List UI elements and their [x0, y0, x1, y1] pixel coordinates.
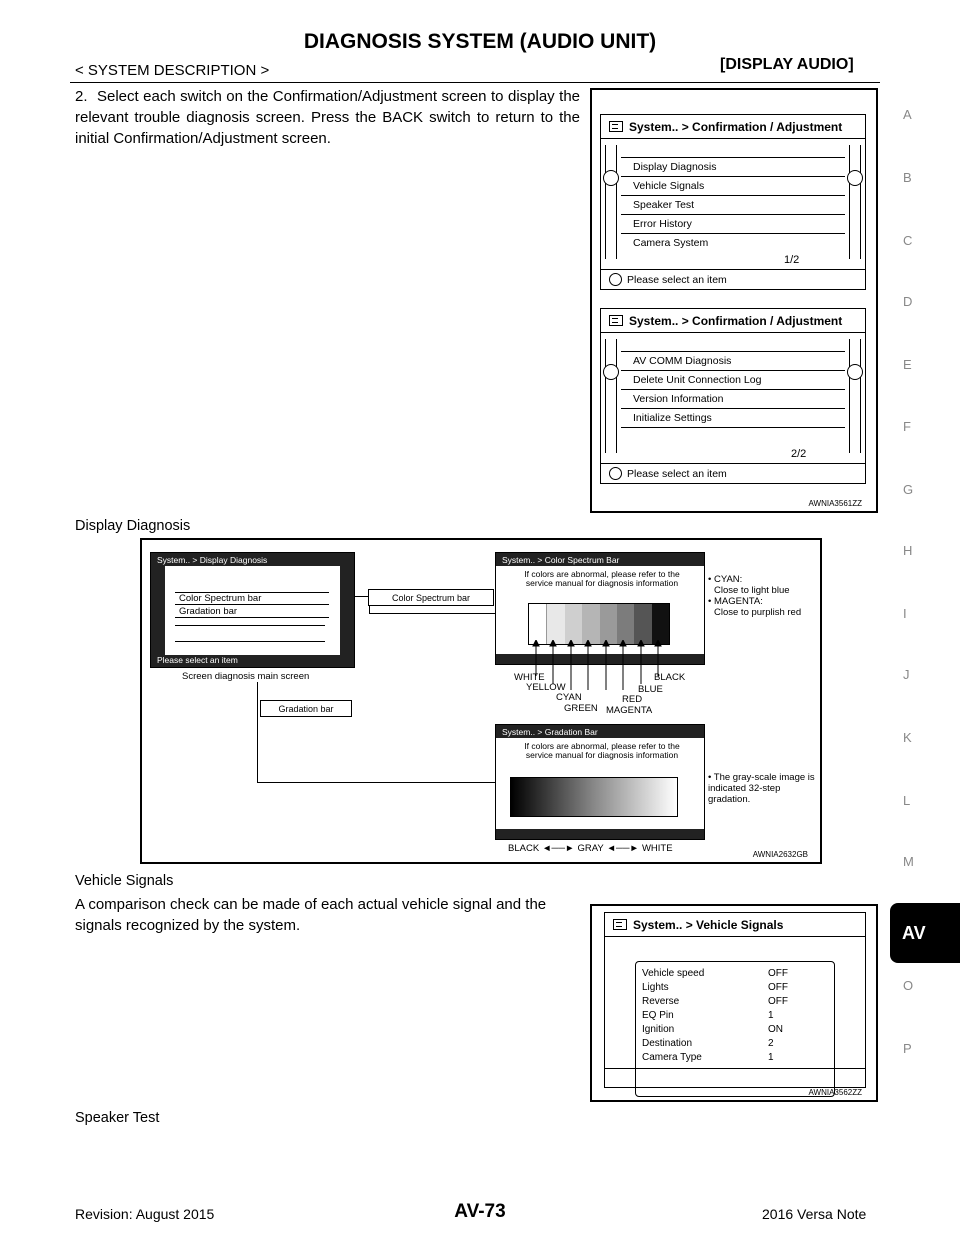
signal-row: Ignition ON: [642, 1024, 783, 1035]
menu-item-display-diagnosis[interactable]: Display Diagnosis: [621, 157, 845, 175]
row-empty: [175, 625, 325, 626]
index-letter: B: [903, 170, 912, 185]
menu-icon: [609, 121, 623, 132]
footer-page-number: AV-73: [454, 1201, 506, 1222]
menu-icon: [613, 919, 627, 930]
index-letter: A: [903, 107, 912, 122]
menu-item-vehicle-signals[interactable]: Vehicle Signals: [621, 176, 845, 194]
footer-model: 2016 Versa Note: [762, 1206, 867, 1222]
index-letter: M: [903, 854, 914, 869]
figure-vehicle-signals: [590, 904, 878, 1102]
left-scrollbar: [605, 145, 617, 259]
menu-item-color-spectrum[interactable]: Color Spectrum bar: [175, 592, 329, 605]
bar-black: [652, 604, 669, 644]
menu-item-av-comm-diagnosis[interactable]: AV COMM Diagnosis: [621, 351, 845, 369]
screen-gradation: [495, 724, 705, 840]
scroll-knob-icon: [603, 364, 619, 380]
label-blue: BLUE: [638, 684, 663, 695]
left-scrollbar-dark: [151, 566, 165, 655]
dial-icon: [609, 467, 622, 480]
footer-revision: Revision: August 2015: [75, 1206, 215, 1222]
note-gradation: • The gray-scale image is indicated 32-step gradation.: [708, 772, 815, 805]
heading-vehicle-signals: Vehicle Signals: [75, 873, 174, 889]
bar-green: [582, 604, 599, 644]
screen-header: System.. > Confirmation / Adjustment: [601, 309, 865, 333]
menu-item-gradation[interactable]: Gradation bar: [175, 606, 329, 618]
figure-code: AWNIA3562ZZ: [808, 1088, 862, 1097]
screen-header: System.. > Confirmation / Adjustment: [601, 115, 865, 139]
scroll-knob-icon: [603, 170, 619, 186]
connector-line: [355, 596, 369, 597]
page-indicator: 1/2: [784, 254, 800, 266]
screen-confirmation-1: [600, 114, 866, 290]
label-black: BLACK: [654, 672, 686, 683]
scroll-knob-icon: [847, 364, 863, 380]
signal-row: Camera Type 1: [642, 1052, 774, 1063]
screen-footer: Please select an item: [601, 269, 865, 289]
menu-item-error-history[interactable]: Error History: [621, 214, 845, 232]
index-letter: P: [903, 1041, 912, 1056]
menu-item-version-information[interactable]: Version Information: [621, 389, 845, 407]
screen-footer: Please select an item: [151, 655, 354, 667]
figure-display-diagnosis: [140, 538, 822, 864]
index-letter: L: [903, 793, 911, 808]
index-letter: O: [903, 978, 914, 993]
main-screen-caption: Screen diagnosis main screen: [182, 671, 310, 682]
bar-white: [529, 604, 547, 644]
bar-magenta: [600, 604, 617, 644]
index-letter: D: [903, 294, 913, 309]
heading-speaker-test: Speaker Test: [75, 1110, 160, 1126]
screen-footer: Please select an item: [601, 463, 865, 483]
signal-row: Destination 2: [642, 1038, 774, 1049]
index-letter: G: [903, 482, 914, 497]
double-arrow-icon: ◄──►: [606, 843, 639, 854]
index-letter: K: [903, 730, 912, 745]
label-yellow: YELLOW: [526, 682, 566, 693]
figure-confirmation-screens: [590, 88, 878, 513]
screen-header: System.. > Display Diagnosis: [151, 553, 354, 566]
label-magenta: MAGENTA: [606, 705, 653, 716]
signals-list: [635, 961, 835, 1097]
bar-yellow: [547, 604, 564, 644]
index-letter: J: [903, 667, 910, 682]
index-letter: E: [903, 357, 912, 372]
right-scrollbar-dark: [340, 566, 354, 655]
step-text: Select each switch on the Confirmation/Adjustment screen to display the relevant trouble diagnosis screen. Press the BACK switch to return to the initial Confirmation/Adjustment screen.: [75, 88, 580, 147]
menu-item-initialize-settings[interactable]: Initialize Settings: [621, 408, 845, 426]
menu-item-speaker-test[interactable]: Speaker Test: [621, 195, 845, 213]
connector-line: [257, 782, 495, 783]
index-letter: I: [903, 606, 907, 621]
right-scrollbar: [849, 145, 861, 259]
gradation-scale: BLACK ◄──► GRAY ◄──► WHITE: [508, 843, 673, 854]
figure-code: AWNIA2632GB: [752, 850, 808, 859]
index-letter: F: [903, 419, 911, 434]
screen-header: System.. > Gradation Bar: [496, 725, 704, 738]
step-2: [75, 86, 580, 149]
signal-row: EQ Pin 1: [642, 1010, 774, 1021]
bar-red: [617, 604, 634, 644]
menu-item-camera-system[interactable]: Camera System: [621, 233, 845, 251]
gradation-bar-button[interactable]: Gradation bar: [260, 700, 352, 717]
label-red: RED: [622, 694, 643, 705]
screen-header: System.. > Color Spectrum Bar: [496, 553, 704, 566]
screen-header: System.. > Vehicle Signals: [605, 913, 865, 937]
scroll-knob-icon: [847, 170, 863, 186]
section-label: < SYSTEM DESCRIPTION >: [75, 62, 270, 79]
row-empty: [175, 641, 325, 642]
warning-message: If colors are abnormal, please refer to the service manual for diagnosis information: [524, 741, 680, 760]
label-white: WHITE: [514, 672, 545, 683]
menu-item-delete-unit-log[interactable]: Delete Unit Connection Log: [621, 370, 845, 388]
page-title: DIAGNOSIS SYSTEM (AUDIO UNIT): [303, 30, 657, 53]
signal-row: Vehicle speed OFF: [642, 968, 788, 979]
index-letter: H: [903, 543, 913, 558]
color-bars: [528, 603, 670, 645]
screen-vehicle-signals: [604, 912, 866, 1088]
right-scrollbar: [849, 339, 861, 453]
label-cyan: CYAN: [556, 692, 582, 703]
left-scrollbar: [605, 339, 617, 453]
screen-confirmation-2: [600, 308, 866, 484]
screen-display-diagnosis: [150, 552, 355, 668]
header-rule: [70, 82, 880, 83]
double-arrow-icon: ◄──►: [542, 843, 575, 854]
screen-footer: [496, 829, 704, 839]
note-cyan: • CYAN: Close to light blue • MAGENTA: Close to purplish red: [708, 574, 802, 618]
gradation-bar-image: [510, 777, 678, 817]
vehicle-signals-text: A comparison check can be made of each actual vehicle signal and the signals recognized by the system.: [75, 896, 547, 934]
category-label: [DISPLAY AUDIO]: [720, 56, 854, 73]
signal-row: Reverse OFF: [642, 996, 788, 1007]
screen-footer-line: [605, 1068, 865, 1069]
menu-item-empty: [621, 427, 845, 445]
index-letter: C: [903, 233, 913, 248]
page-indicator: 2/2: [791, 448, 807, 460]
heading-display-diagnosis: Display Diagnosis: [75, 518, 191, 534]
dial-icon: [609, 273, 622, 286]
color-spectrum-bar-button[interactable]: Color Spectrum bar: [368, 589, 494, 606]
warning-message: If colors are abnormal, please refer to the service manual for diagnosis information: [524, 569, 680, 588]
connector-line: [369, 613, 495, 614]
index-tab-active[interactable]: AV: [890, 903, 960, 963]
signal-row: Lights OFF: [642, 982, 788, 993]
figure-code: AWNIA3561ZZ: [808, 499, 862, 508]
menu-icon: [609, 315, 623, 326]
connector-line: [257, 682, 258, 782]
bar-cyan: [565, 604, 582, 644]
label-green: GREEN: [564, 703, 598, 714]
bar-blue: [634, 604, 651, 644]
step-number: 2.: [75, 88, 88, 105]
